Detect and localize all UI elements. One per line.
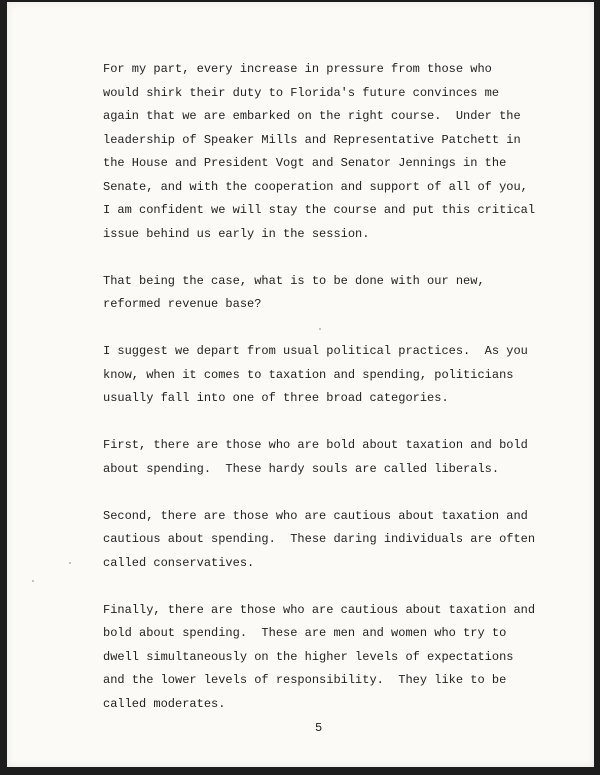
- text-line: First, there are those who are bold about taxation and bold: [103, 438, 528, 452]
- text-line: again that we are embarked on the right course. Under the: [103, 109, 521, 123]
- paragraph: [103, 434, 553, 481]
- scan-speck: [319, 328, 321, 330]
- page-number: 5: [315, 721, 323, 735]
- text-line: I am confident we will stay the course and put this critical: [103, 203, 536, 217]
- text-line: leadership of Speaker Mills and Representative Patchett in: [103, 132, 521, 147]
- paragraph: [103, 340, 553, 411]
- text-line: I suggest we depart from usual political practices. As you: [103, 344, 528, 358]
- text-line: reformed revenue base?: [103, 297, 262, 311]
- text-line: called conservatives.: [103, 555, 255, 570]
- text-line: would shirk their duty to Florida's future convinces me: [103, 85, 500, 100]
- text-line: That being the case, what is to be done with our new,: [103, 273, 485, 288]
- scan-speck: [69, 562, 71, 564]
- paragraph: [103, 270, 553, 317]
- text-line: dwell simultaneously on the higher levels of expectations: [103, 649, 514, 664]
- text-line: Finally, there are those who are cautious about taxation and: [103, 602, 536, 617]
- text-line: called moderates.: [103, 696, 226, 711]
- paragraph: [103, 599, 553, 717]
- text-line: usually fall into one of three broad categories.: [103, 391, 449, 405]
- text-line: Second, there are those who are cautious about taxation and: [103, 508, 528, 523]
- scan-speck: [32, 580, 34, 582]
- document-page: [7, 2, 594, 767]
- paragraph: [103, 505, 553, 576]
- text-line: about spending. These hardy souls are called liberals.: [103, 461, 500, 476]
- text-line: Senate, and with the cooperation and support of all of you,: [103, 179, 528, 194]
- text-line: bold about spending. These are men and women who try to: [103, 626, 507, 640]
- text-line: and the lower levels of responsibility. They like to be: [103, 673, 507, 687]
- text-line: know, when it comes to taxation and spending, politicians: [103, 367, 514, 382]
- paragraph: [103, 58, 553, 246]
- body-text: [103, 58, 553, 740]
- text-line: For my part, every increase in pressure from those who: [103, 62, 492, 76]
- text-line: issue behind us early in the session.: [103, 226, 370, 241]
- text-line: the House and President Vogt and Senator Jennings in the: [103, 156, 507, 170]
- text-line: cautious about spending. These daring individuals are often: [103, 532, 536, 546]
